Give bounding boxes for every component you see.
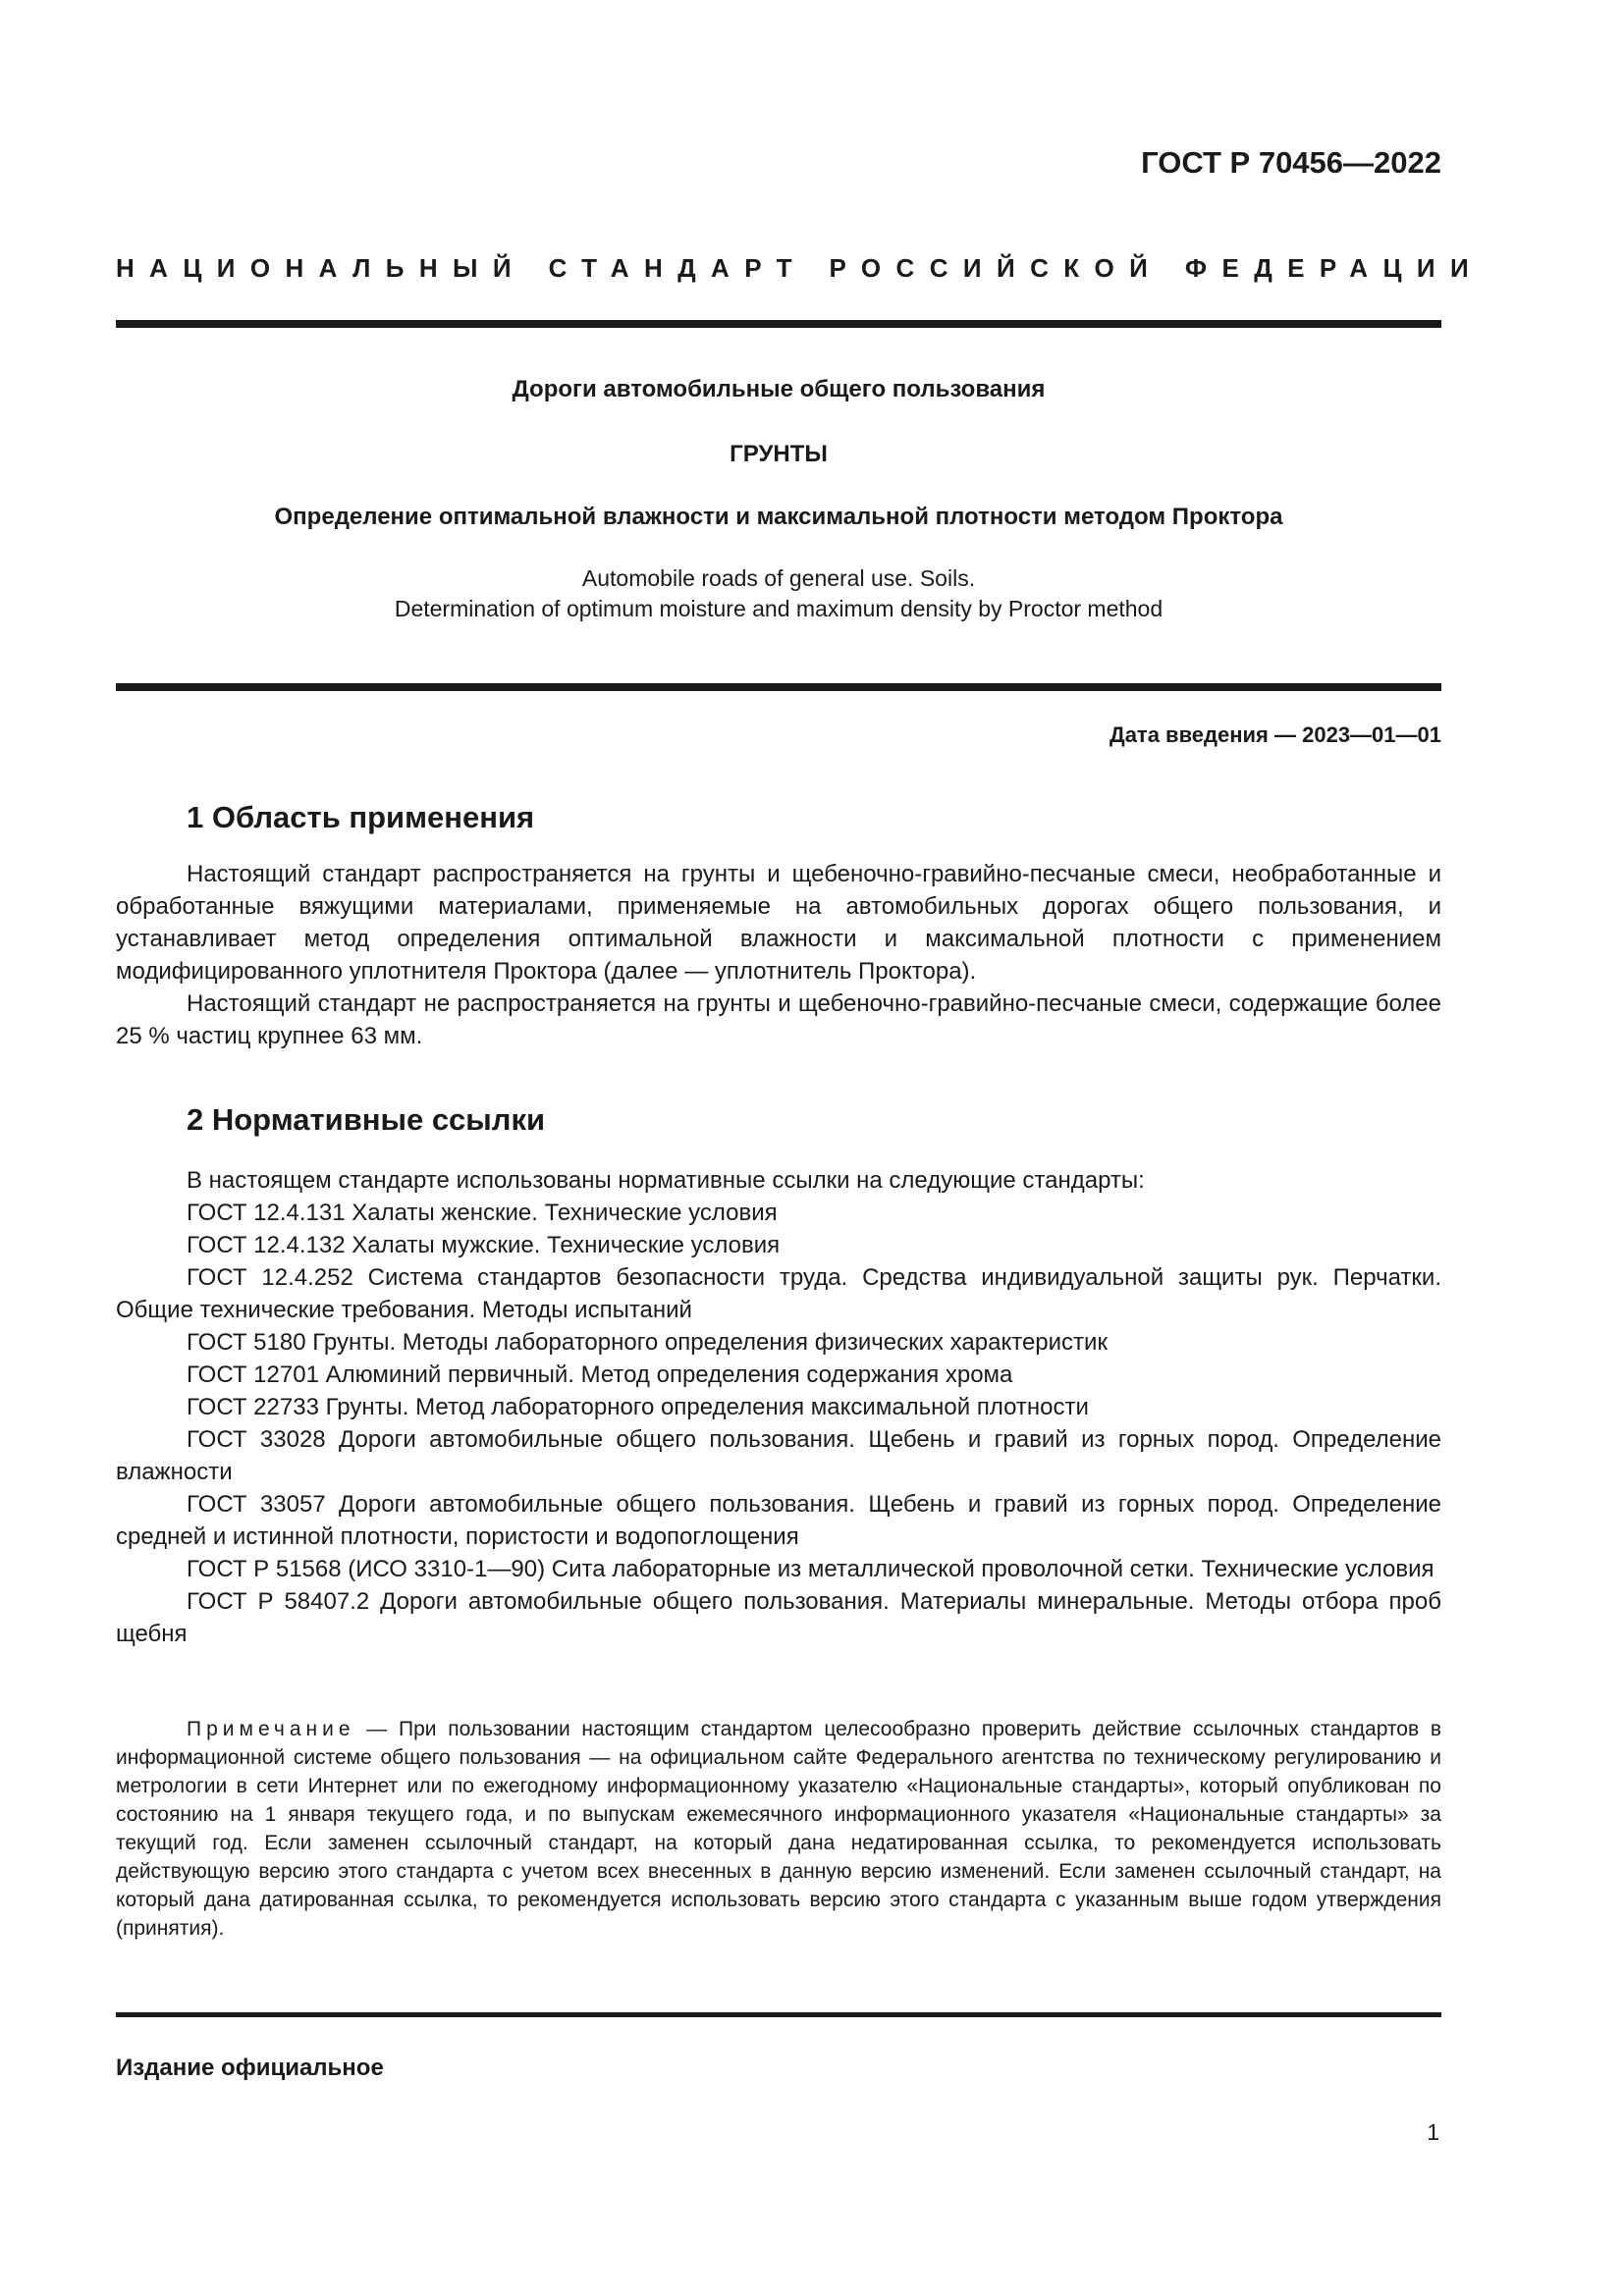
reference-item: ГОСТ Р 58407.2 Дороги автомобильные общего пользования. Материалы минеральные. Методы отбора проб щебня	[116, 1588, 1441, 1647]
section-1-body	[116, 858, 1441, 1052]
english-title-line-1: Automobile roads of general use. Soils.	[581, 565, 976, 591]
note-block	[116, 1715, 1441, 1943]
english-title-line-2: Determination of optimum moisture and maximum density by Proctor method	[394, 596, 1164, 621]
reference-item: ГОСТ 33057 Дороги автомобильные общего пользования. Щебень и гравий из горных пород. Определение средней и истинной плотности, пористости и водопоглощения	[116, 1491, 1441, 1550]
title-roads: Дороги автомобильные общего пользования	[512, 376, 1046, 402]
introduction-date: Дата введения — 2023—01—01	[1110, 722, 1441, 747]
reference-item: ГОСТ Р 51568 (ИСО 3310-1—90) Сита лабораторные из металлической проволочной сетки. Технические условия	[187, 1556, 1435, 1582]
section-1-paragraph: Настоящий стандарт распространяется на грунты и щебеночно-гравийно-песчаные смеси, необработанные и обработанные вяжущими материалами, применяемые на автомобильных дорогах общего пользования, и устанавливает метод определения оптимальной влажности и максимальной плотности с применением модифицированного уплотнителя Проктора (далее — уплотнитель Проктора).	[116, 861, 1441, 985]
reference-item: ГОСТ 5180 Грунты. Методы лабораторного определения физических характеристик	[187, 1329, 1108, 1356]
title-method: Определение оптимальной влажности и максимальной плотности методом Проктора	[274, 504, 1283, 530]
page-number: 1	[1427, 2119, 1439, 2145]
section-1-heading: 1 Область применения	[187, 800, 535, 834]
section-2-body	[116, 1164, 1441, 1650]
reference-item: ГОСТ 12.4.131 Халаты женские. Технические условия	[187, 1200, 778, 1226]
title-divider	[116, 683, 1441, 691]
title-soils: ГРУНТЫ	[730, 441, 828, 467]
reference-item: ГОСТ 33028 Дороги автомобильные общего пользования. Щебень и гравий из горных пород. Определение влажности	[116, 1426, 1441, 1485]
reference-item: ГОСТ 12701 Алюминий первичный. Метод определения содержания хрома	[187, 1362, 1013, 1388]
document-code: ГОСТ Р 70456—2022	[1141, 145, 1441, 180]
english-title	[116, 563, 1441, 624]
reference-item: ГОСТ 12.4.132 Халаты мужские. Технические условия	[187, 1232, 781, 1258]
section-2-heading: 2 Нормативные ссылки	[187, 1102, 546, 1137]
reference-item: ГОСТ 22733 Грунты. Метод лабораторного определения максимальной плотности	[187, 1394, 1089, 1420]
top-divider	[116, 320, 1441, 328]
national-standard-title: НАЦИОНАЛЬНЫЙ СТАНДАРТ РОССИЙСКОЙ ФЕДЕРАЦИИ	[116, 253, 1485, 283]
bottom-divider	[116, 2012, 1441, 2017]
official-edition-label: Издание официальное	[116, 2055, 384, 2081]
document-page	[116, 0, 1485, 2296]
note-text: — При пользовании настоящим стандартом целесообразно проверить действие ссылочных стандартов в информационной системе общего пользования — на официальном сайте Федерального агентства по техническому регулированию и метрологии в сети Интернет или по ежегодному информационному указателю «Национальные стандарты», который опубликован по состоянию на 1 января текущего года, и по выпускам ежемесячного информационного указателя «Национальные стандарты» за текущий год. Если заменен ссылочный стандарт, на который дана недатированная ссылка, то рекомендуется использовать действующую версию этого стандарта с учетом всех внесенных в данную версию изменений. Если заменен ссылочный стандарт, на который дана датированная ссылка, то рекомендуется использовать версию этого стандарта с указанным выше годом утверждения (принятия).	[116, 1718, 1441, 1940]
reference-item: ГОСТ 12.4.252 Система стандартов безопасности труда. Средства индивидуальной защиты рук. Перчатки. Общие технические требования. Методы испытаний	[116, 1264, 1441, 1323]
section-1-paragraph: Настоящий стандарт не распространяется на грунты и щебеночно-гравийно-песчаные смеси, содержащие более 25 % частиц крупнее 63 мм.	[116, 990, 1441, 1049]
note-label: Примечание	[187, 1718, 355, 1740]
section-2-intro: В настоящем стандарте использованы нормативные ссылки на следующие стандарты:	[187, 1167, 1145, 1194]
